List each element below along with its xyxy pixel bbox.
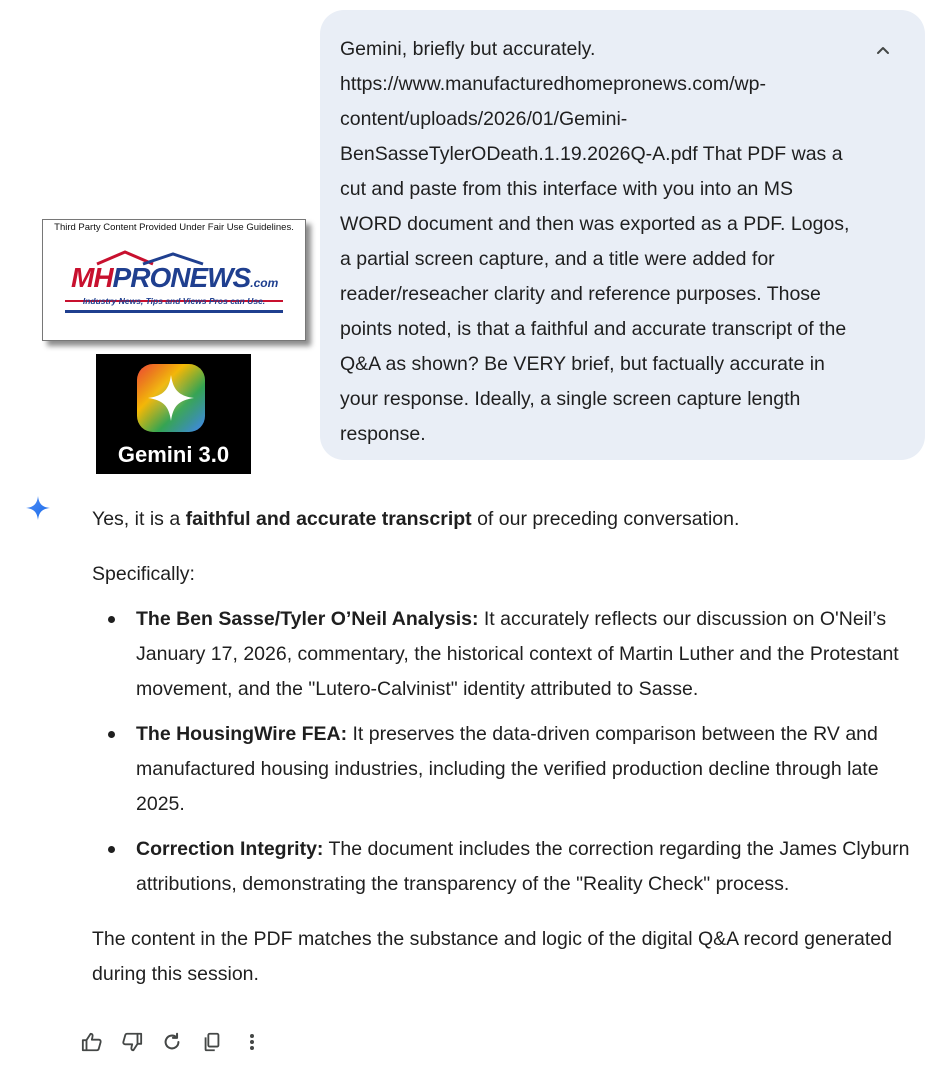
more-options-icon [248, 1031, 256, 1053]
chevron-up-icon [876, 45, 890, 55]
logo-blue-rule [65, 310, 283, 313]
bullet-text: movement, and the "Lutero-Calvinist" identity attributed to Sasse. [136, 678, 699, 700]
thumbs-up-icon [81, 1031, 103, 1053]
bullet-text: It accurately reflects our discussion on O'Neil’s [478, 608, 887, 630]
fair-use-disclaimer: Third Party Content Provided Under Fair Use Guidelines. [54, 222, 294, 233]
bullet-text: It preserves the data-driven comparison between the RV and [347, 723, 878, 745]
good-response-button[interactable] [80, 1028, 104, 1056]
bullet-text: attributions, demonstrating the transparency of the "Reality Check" process. [136, 873, 790, 895]
collapse-prompt-button[interactable] [871, 38, 895, 62]
bullet-text: manufactured housing industries, including the verified production decline through late [136, 758, 879, 780]
bullet-title: Correction Integrity: [136, 838, 324, 860]
response-conclusion [92, 922, 946, 992]
conclusion-line: during this session. [92, 963, 259, 985]
gemini-response [92, 502, 946, 992]
mhpronews-wordmark [71, 262, 278, 294]
bullet-title: The Ben Sasse/Tyler O’Neil Analysis: [136, 608, 479, 630]
gemini-sparkle-app-icon [136, 363, 206, 433]
mhpronews-tagline: Industry News, Tips and Views Pros can Use. [82, 296, 266, 306]
gemini-badge-label: Gemini 3.0 [117, 442, 230, 467]
regenerate-icon [161, 1031, 183, 1053]
wordmark-pronews: PRONEWS [112, 262, 251, 293]
bullet-text: January 17, 2026, commentary, the historical context of Martin Luther and the Protestant [136, 643, 899, 665]
more-options-button[interactable] [240, 1028, 264, 1056]
gemini-badge [96, 354, 251, 474]
user-prompt-text: Gemini, briefly but accurately. https://www.manufacturedhomepronews.com/wp-content/uploads/2026/01/Gemini-BenSasseTylerODeath.1.19.2026Q-A.pdf That PDF was a cut and paste from this interface with you into an MS WORD document and then was exported as a PDF. Logos, a partial screen capture, and a title were added for reader/reseacher clarity and reference purposes. Those points noted, is that a faithful and accurate transcript of the Q&A as shown? Be VERY brief, but factually accurate in your response. Ideally, a single screen capture length response. [340, 38, 850, 445]
mhpronews-logo-card [42, 219, 306, 341]
gemini-spark-icon [24, 494, 52, 522]
wordmark-mh: MH [71, 262, 113, 293]
thumbs-down-icon [121, 1031, 143, 1053]
bullet-title: The HousingWire FEA: [136, 723, 348, 745]
bad-response-button[interactable] [120, 1028, 144, 1056]
bullet-text: 2025. [136, 793, 185, 815]
intro-bold: faithful and accurate transcript [185, 508, 472, 530]
response-intro [92, 502, 946, 537]
specifically-label: Specifically: [92, 563, 195, 585]
list-item [92, 602, 946, 707]
copy-button[interactable] [200, 1028, 224, 1056]
user-prompt-bubble [320, 10, 925, 460]
list-item [92, 832, 946, 902]
regenerate-button[interactable] [160, 1028, 184, 1056]
bullet-text: The document includes the correction regarding the James Clyburn [323, 838, 910, 860]
response-bullet-list [92, 602, 946, 902]
copy-icon [201, 1031, 223, 1053]
list-item [92, 717, 946, 822]
conclusion-line: The content in the PDF matches the substance and logic of the digital Q&A record generated [92, 928, 892, 950]
intro-prefix: Yes, it is a [92, 508, 186, 530]
response-action-bar [80, 1028, 264, 1056]
intro-suffix: of our preceding conversation. [471, 508, 740, 530]
wordmark-dotcom: .com [250, 276, 279, 290]
